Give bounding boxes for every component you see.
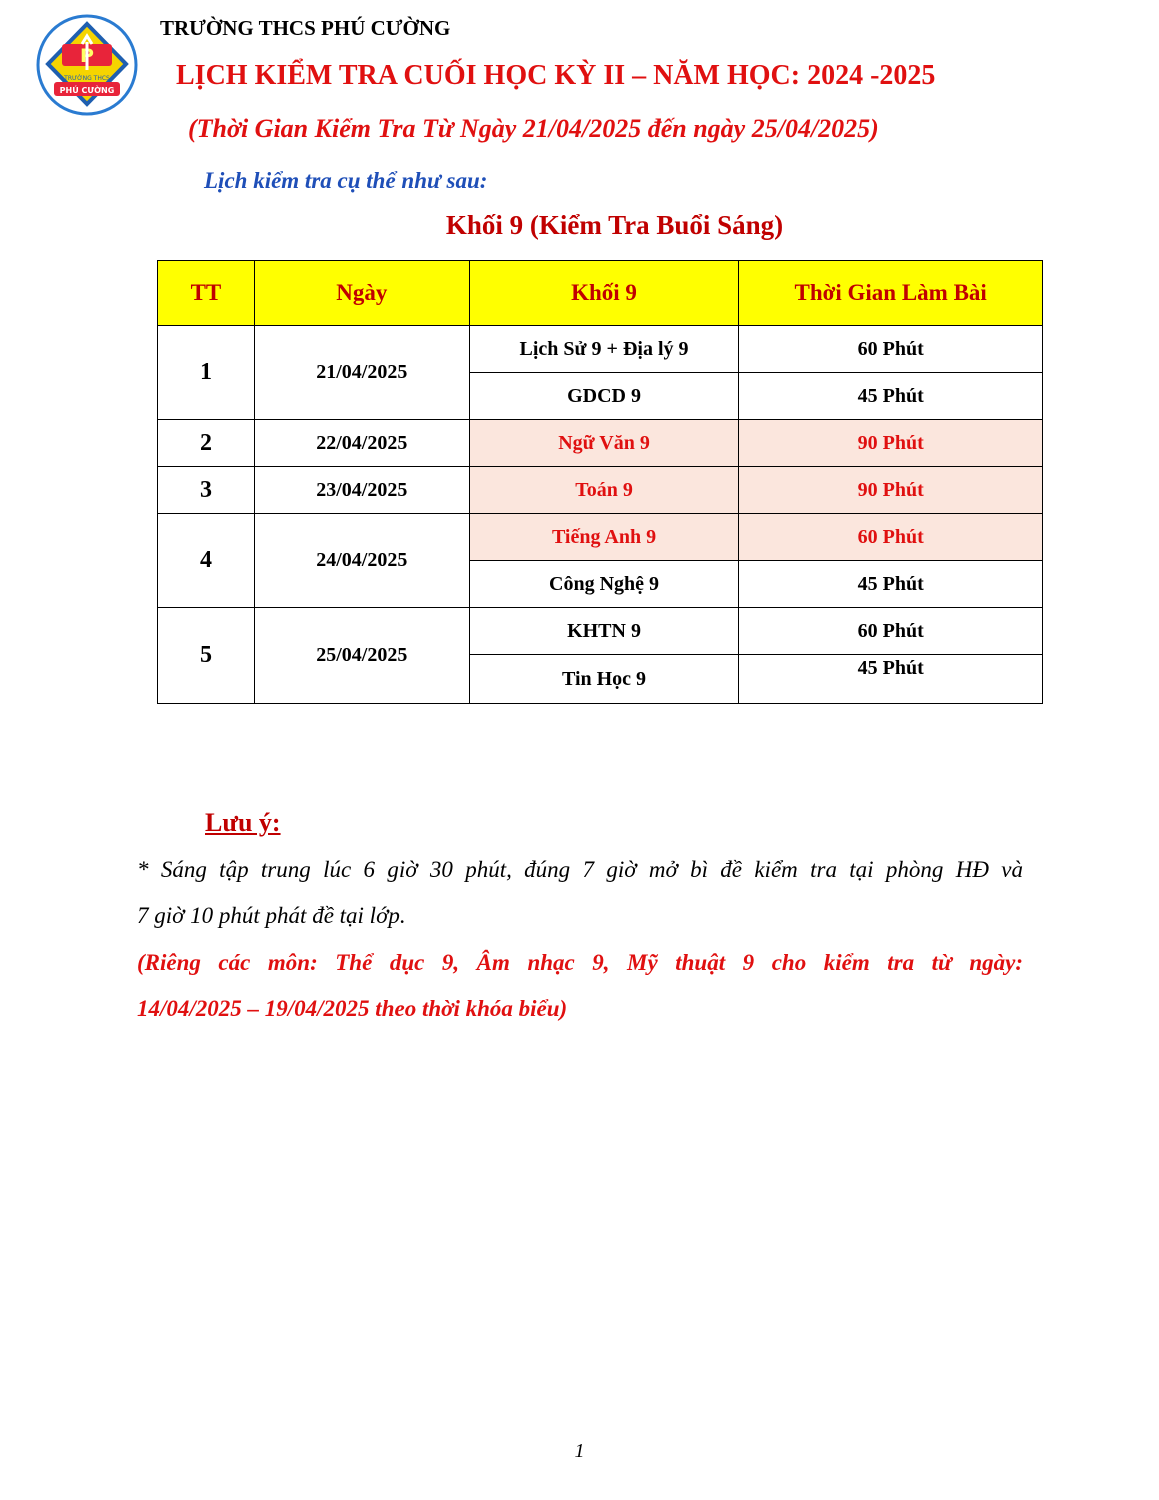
row-subject: Lịch Sử 9 + Địa lý 9 — [469, 326, 739, 373]
exam-period: (Thời Gian Kiểm Tra Từ Ngày 21/04/2025 đến ngày 25/04/2025) — [188, 114, 879, 143]
table-row — [158, 326, 1043, 373]
row-duration: 45 Phút — [739, 655, 1043, 704]
table-row — [158, 420, 1043, 467]
header-tt: TT — [158, 261, 255, 326]
header-duration: Thời Gian Làm Bài — [739, 261, 1043, 326]
note-line-exception: (Riêng các môn: Thể dục 9, Âm nhạc 9, Mỹ thuật 9 cho kiểm tra từ ngày: — [137, 950, 1023, 975]
header-subject: Khối 9 — [469, 261, 739, 326]
row-subject: Công Nghệ 9 — [469, 561, 739, 608]
row-subject: GDCD 9 — [469, 373, 739, 420]
row-duration: 60 Phút — [739, 326, 1043, 373]
row-tt: 5 — [158, 608, 255, 704]
intro-text: Lịch kiểm tra cụ thể như sau: — [204, 168, 488, 193]
grade-heading: Khối 9 (Kiểm Tra Buổi Sáng) — [445, 210, 784, 240]
table-header-row — [158, 261, 1043, 326]
row-duration: 60 Phút — [739, 514, 1043, 561]
row-date: 25/04/2025 — [254, 608, 469, 704]
table-row — [158, 608, 1043, 655]
row-subject: Toán 9 — [469, 467, 739, 514]
table-row — [158, 467, 1043, 514]
row-tt: 2 — [158, 420, 255, 467]
table-row — [158, 514, 1043, 561]
row-date: 23/04/2025 — [254, 467, 469, 514]
row-subject: Ngữ Văn 9 — [469, 420, 739, 467]
row-duration: 90 Phút — [739, 420, 1043, 467]
note-heading: Lưu ý: — [205, 808, 281, 837]
logo-text-top: TRƯỜNG THCS — [64, 75, 110, 82]
row-tt: 1 — [158, 326, 255, 420]
note-line-exception: 14/04/2025 – 19/04/2025 theo thời khóa biểu) — [137, 996, 568, 1021]
note-line: 7 giờ 10 phút phát đề tại lớp. — [137, 903, 406, 928]
row-tt: 4 — [158, 514, 255, 608]
row-tt: 3 — [158, 467, 255, 514]
row-subject: KHTN 9 — [469, 608, 739, 655]
page-title: LỊCH KIỂM TRA CUỐI HỌC KỲ II – NĂM HỌC: 2024 -2025 — [176, 60, 936, 91]
row-subject: Tiếng Anh 9 — [469, 514, 739, 561]
row-duration: 90 Phút — [739, 467, 1043, 514]
page-number: 1 — [574, 1440, 585, 1462]
row-duration: 60 Phút — [739, 608, 1043, 655]
row-duration: 45 Phút — [739, 373, 1043, 420]
exam-schedule-table — [157, 260, 1043, 704]
row-date: 24/04/2025 — [254, 514, 469, 608]
school-name: TRƯỜNG THCS PHÚ CƯỜNG — [160, 16, 451, 40]
row-subject: Tin Học 9 — [469, 655, 739, 704]
header-date: Ngày — [254, 261, 469, 326]
note-line: * Sáng tập trung lúc 6 giờ 30 phút, đúng 7 giờ mở bì đề kiểm tra tại phòng HĐ và — [137, 857, 1023, 882]
row-duration: 45 Phút — [739, 561, 1043, 608]
row-date: 22/04/2025 — [254, 420, 469, 467]
school-logo — [36, 14, 138, 116]
row-date: 21/04/2025 — [254, 326, 469, 420]
svg-text:P: P — [80, 45, 94, 67]
logo-text-bottom: PHÚ CƯỜNG — [59, 86, 115, 95]
